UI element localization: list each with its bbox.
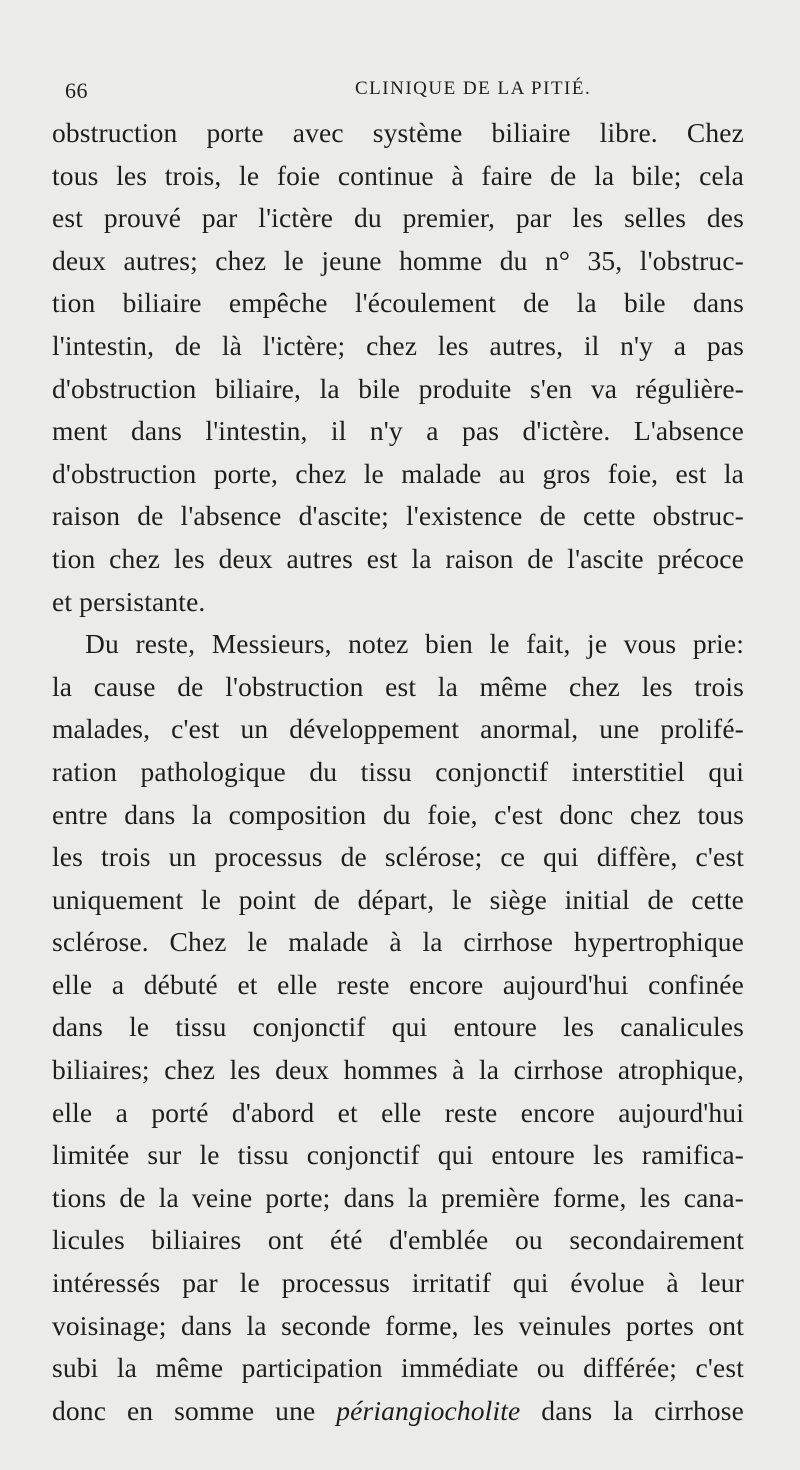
text-line: d'obstruction biliaire, la bile produite s'en va régulière- [52,372,744,404]
text-line: deux autres; chez le jeune homme du n° 35, l'obstruc- [52,244,744,276]
text-line: licules biliaires ont été d'emblée ou secondairement [52,1224,744,1256]
text-line: tion biliaire empêche l'écoulement de la bile dans [52,287,744,319]
final-text-line [52,1390,744,1433]
running-head [65,78,765,108]
text-line: malades, c'est un développement anormal, une prolifé- [52,713,744,745]
running-title: CLINIQUE DE LA PITIÉ. [355,78,592,99]
text-line: biliaires; chez les deux hommes à la cirrhose atrophique, [52,1054,744,1086]
text-line: la cause de l'obstruction est la même chez les trois [52,670,744,702]
text-line: tions de la veine porte; dans la première forme, les cana- [52,1181,744,1213]
text-line: tion chez les deux autres est la raison de l'ascite précoce [52,542,744,574]
text-line: intéressés par le processus irritatif qui évolue à leur [52,1267,744,1299]
text-line: d'obstruction porte, chez le malade au gros foie, est la [52,457,744,489]
text-line: voisinage; dans la seconde forme, les veinules portes ont [52,1309,744,1341]
text-line: uniquement le point de départ, le siège initial de cette [52,883,744,915]
text-line: elle a porté d'abord et elle reste encore aujourd'hui [52,1096,744,1128]
final-line-start: donc en somme une [52,1394,337,1426]
text-line: obstruction porte avec système biliaire libre. Chez [52,117,744,148]
paragraph-end-line: et persistante. [52,585,206,617]
text-line: subi la même participation immédiate ou différée; c'est [52,1352,744,1384]
text-line: entre dans la composition du foie, c'est donc chez tous [52,798,744,830]
text-line: elle a débuté et elle reste encore aujourd'hui confinée [52,968,744,1000]
text-line: raison de l'absence d'ascite; l'existence de cette obstruc- [52,500,744,532]
italic-term: périangiocholite [336,1394,521,1426]
text-line: dans le tissu conjonctif qui entoure les canalicules [52,1011,744,1043]
paragraph-start-line: Du reste, Messieurs, notez bien le fait, je vous prie: [85,628,744,660]
text-line: ration pathologique du tissu conjonctif interstitiel qui [52,755,744,787]
text-line: limitée sur le tissu conjonctif qui entoure les ramifica- [52,1139,744,1171]
text-line: sclérose. Chez le malade à la cirrhose hypertrophique [52,926,744,958]
text-line: est prouvé par l'ictère du premier, par les selles des [52,202,744,234]
page-number: 66 [65,78,88,103]
text-line: l'intestin, de là l'ictère; chez les autres, il n'y a pas [52,329,744,361]
body-text [52,112,744,1432]
text-line: les trois un processus de sclérose; ce qui diffère, c'est [52,841,744,873]
text-line: tous les trois, le foie continue à faire de la bile; cela [52,159,744,191]
final-line-end: dans la cirrhose [520,1394,745,1426]
text-line: ment dans l'intestin, il n'y a pas d'ictère. L'absence [52,415,744,447]
